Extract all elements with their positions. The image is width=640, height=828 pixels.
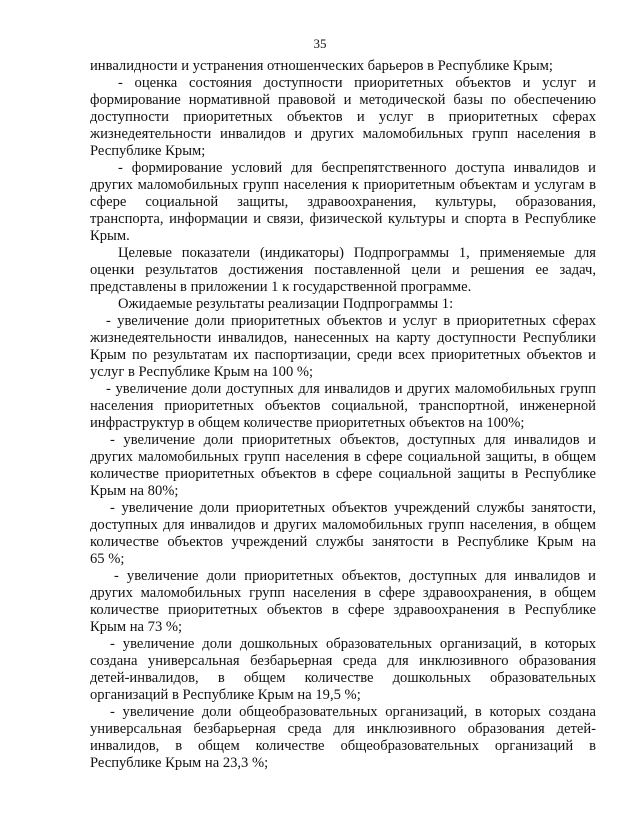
text-line: жизнедеятельности инвалидов, нанесенных на карту доступности Республики [90,330,596,346]
text-line: Республике Крым на 23,3 %; [90,755,269,771]
text-line: детей-инвалидов, в общем количестве дошкольных образовательных [90,670,596,686]
text-line: сфере социальной защиты, здравоохранения, культуры, образования, [90,194,596,210]
text-line: других маломобильных групп населения в сфере социальной защиты, в общем [90,449,596,465]
text-line: жизнедеятельности инвалидов и других маломобильных групп населения в [90,126,596,142]
text-line: - увеличение доли приоритетных объектов учреждений службы занятости, [110,500,596,516]
text-line: Целевые показатели (индикаторы) Подпрограммы 1, применяемые для [118,245,596,261]
text-line: создана универсальная безбарьерная среда для инклюзивного образования [90,653,596,669]
page-number: 35 [313,36,327,51]
text-line: - увеличение доли приоритетных объектов, доступных для инвалидов и [114,568,596,584]
text-line: услуг в Республике Крым на 100 %; [90,364,314,380]
text-line: представлены в приложении 1 к государственной программе. [90,279,472,295]
text-line: других маломобильных групп населения к приоритетным объектам и услугам в [90,177,596,193]
text-line: - увеличение доли дошкольных образовательных организаций, в которых [110,636,596,652]
text-line: - увеличение доли доступных для инвалидов и других маломобильных групп [106,381,596,397]
text-line: Республике Крым; [90,143,206,159]
text-line: 65 %; [90,551,125,567]
text-line: Крым по результатам их паспортизации, среди всех приоритетных объектов и [90,347,596,363]
text-line: - увеличение доли общеобразовательных организаций, в которых создана [110,704,596,720]
text-line: количестве приоритетных объектов в сфере здравоохранения в Республике [90,602,596,618]
text-line: оценки результатов достижения поставленной цели и решения ее задач, [90,262,596,278]
body-text [90,58,596,772]
text-line: универсальная безбарьерная среда для инклюзивного образования детей- [90,721,596,737]
text-line: организаций в Республике Крым на 19,5 %; [90,687,361,703]
text-line: доступности приоритетных объектов и услуг в приоритетных сферах [90,109,596,125]
text-line: Крым на 73 %; [90,619,183,635]
text-line: населения приоритетных объектов социальной, транспортной, инженерной [90,398,596,414]
text-line: формирование нормативной правовой и методической базы по обеспечению [90,92,596,108]
text-line: транспорта, информации и связи, физической культуры и спорта в Республике [90,211,596,227]
text-line: Ожидаемые результаты реализации Подпрограммы 1: [118,296,454,312]
text-line: - оценка состояния доступности приоритетных объектов и услуг и [118,75,596,91]
text-line: других маломобильных групп населения в сфере здравоохранения, в общем [90,585,596,601]
text-line: количестве объектов учреждений службы занятости в Республике Крым на [90,534,596,550]
text-line: доступных для инвалидов и других маломобильных групп населения, в общем [90,517,596,533]
text-line: - увеличение доли приоритетных объектов, доступных для инвалидов и [110,432,596,448]
text-line: - увеличение доли приоритетных объектов и услуг в приоритетных сферах [106,313,596,329]
text-line: Крым на 80%; [90,483,179,499]
text-line: инфраструктур в общем количестве приоритетных объектов на 100%; [90,415,525,431]
text-line: - формирование условий для беспрепятственного доступа инвалидов и [118,160,596,176]
text-line: Крым. [90,228,130,244]
text-line: инвалидов, в общем количестве общеобразовательных организаций в [90,738,596,754]
text-line: инвалидности и устранения отношенческих барьеров в Республике Крым; [90,58,553,74]
text-line: количестве приоритетных объектов в сфере социальной защиты в Республике [90,466,596,482]
